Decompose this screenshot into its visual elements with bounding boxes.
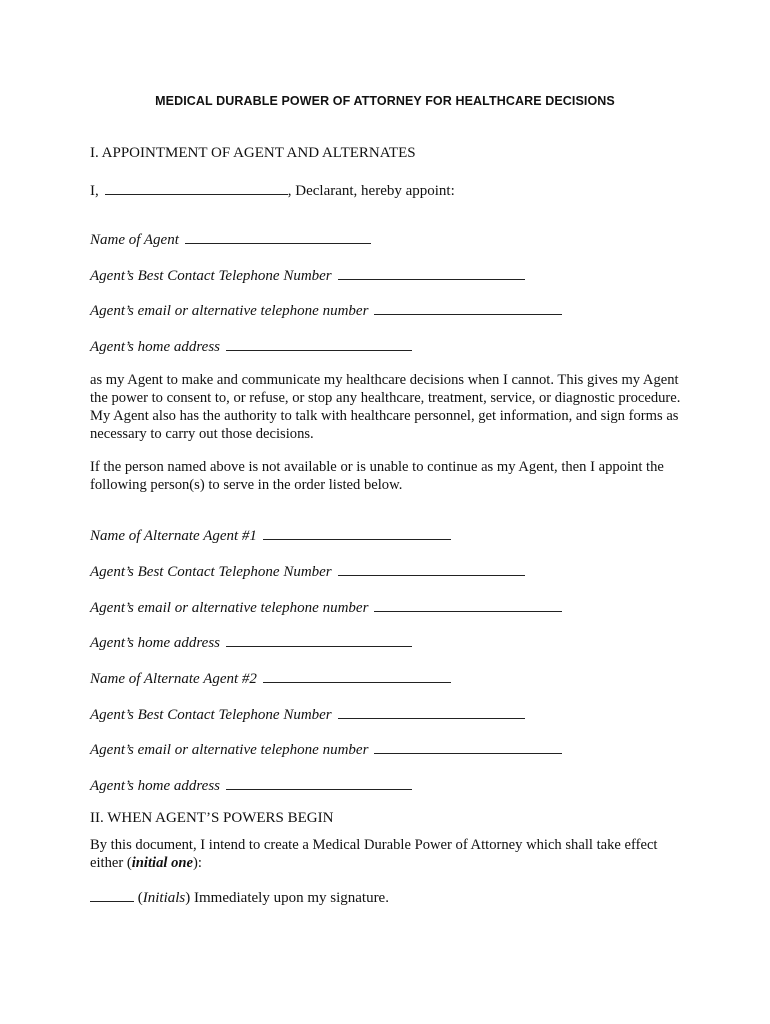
alternate1-address-row [90,633,412,652]
alternate1-email-row [90,598,562,617]
agent-address-row [90,337,412,356]
field-label: Name of Alternate Agent #1 [90,528,257,544]
alternate2-name-blank[interactable] [263,669,451,683]
agent-address-blank[interactable] [226,337,412,351]
initials-blank[interactable] [90,888,134,902]
option-immediately-row [90,888,389,907]
field-label: Agent’s email or alternative telephone number [90,742,369,758]
effect-intro-end: ): [192,855,202,871]
field-label: Agent’s Best Contact Telephone Number [90,564,332,580]
option-initials-label: Initials [142,890,186,906]
section-1-heading: I. APPOINTMENT OF AGENT AND ALTERNATES [90,145,416,161]
document-title: MEDICAL DURABLE POWER OF ATTORNEY FOR HEALTHCARE DECISIONS [155,94,615,108]
alternate2-email-blank[interactable] [374,740,562,754]
option-open: ( [134,890,143,906]
alternate1-phone-row [90,562,525,581]
alternate1-email-blank[interactable] [374,598,562,612]
alternate2-address-blank[interactable] [226,776,412,790]
alternate2-email-row [90,740,562,759]
field-label: Agent’s home address [90,635,220,651]
agent-name-blank[interactable] [185,230,371,244]
alternate2-phone-blank[interactable] [338,705,525,719]
agent-email-row [90,301,562,320]
alternate2-phone-row [90,705,525,724]
agent-email-blank[interactable] [374,301,562,315]
declarant-name-blank[interactable] [105,181,288,195]
field-label: Agent’s home address [90,339,220,355]
alternate2-address-row [90,776,412,795]
agent-authority-paragraph: as my Agent to make and communicate my healthcare decisions when I cannot. This gives my Agent the power to consent to, or refuse, or stop any healthcare, treatment, service, or diagnostic procedure. My Agent also has the authority to talk with healthcare personnel, get information, and sign forms as necessary to carry out those decisions. [90,372,681,442]
agent-phone-row [90,266,525,285]
alternate-intro-paragraph: If the person named above is not available or is unable to continue as my Agent, then I appoint the following person(s) to serve in the order listed below. [90,459,664,493]
option-text: ) Immediately upon my signature. [185,890,389,906]
field-label: Name of Agent [90,232,179,248]
field-label: Agent’s Best Contact Telephone Number [90,268,332,284]
effect-intro-paragraph [90,836,690,872]
effect-intro-emphasis: initial one [131,855,193,871]
alternate1-name-row [90,526,451,545]
declarant-suffix: , Declarant, hereby appoint: [287,183,455,199]
field-label: Agent’s email or alternative telephone number [90,303,369,319]
agent-phone-blank[interactable] [338,266,525,280]
agent-name-row [90,230,371,249]
field-label: Agent’s home address [90,778,220,794]
declarant-line [90,181,455,200]
alternate2-name-row [90,669,451,688]
field-label: Agent’s email or alternative telephone number [90,600,369,616]
field-label: Name of Alternate Agent #2 [90,671,257,687]
alternate1-address-blank[interactable] [226,633,412,647]
section-2-heading: II. WHEN AGENT’S POWERS BEGIN [90,810,334,826]
alternate1-phone-blank[interactable] [338,562,525,576]
field-label: Agent’s Best Contact Telephone Number [90,707,332,723]
alternate1-name-blank[interactable] [263,526,451,540]
effect-intro-text: By this document, I intend to create a Medical Durable Power of Attorney which shall take effect either ( [90,837,658,871]
declarant-prefix: I, [90,183,99,199]
